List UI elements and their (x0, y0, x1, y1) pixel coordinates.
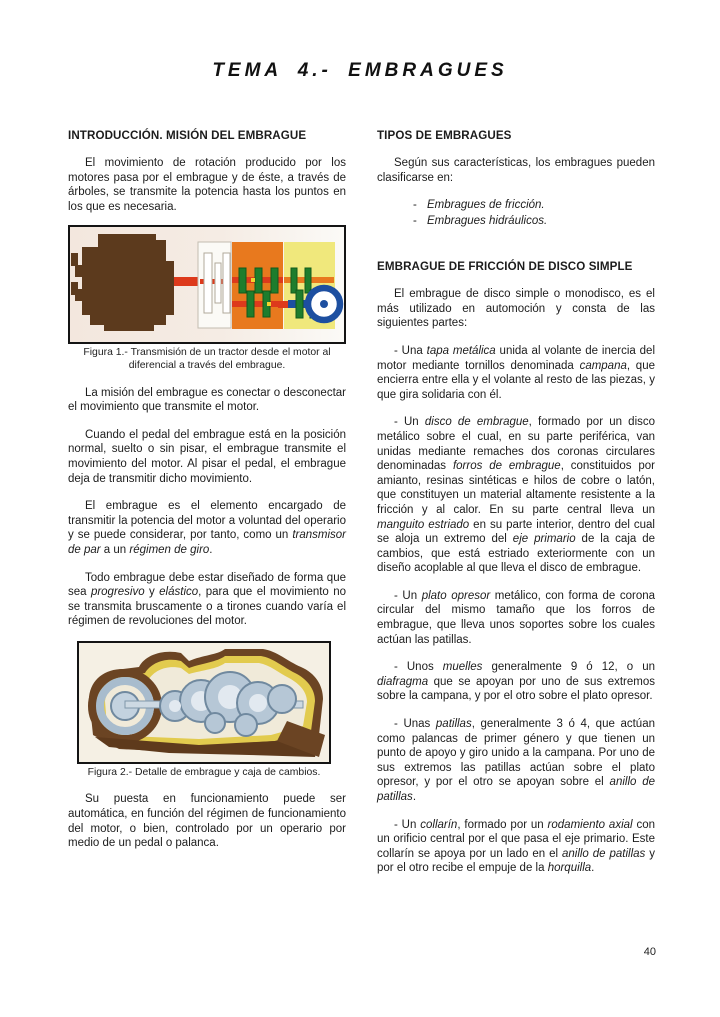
right-column (377, 128, 655, 876)
figure-2-illustration (79, 643, 329, 762)
page-title: TEMA 4.- EMBRAGUES (212, 60, 508, 81)
figure-1-caption: Figura 1.- Transmisión de un tractor desde el motor al diferencial a través del embrague. (83, 347, 331, 371)
paragraph: - Un disco de embrague, formado por un disco metálico sobre el cual, en su parte periférica, van unidas mediante remaches dos coronas circulares denominadas forros de embrague, constituidos por amianto, resinas sintéticas e hilos de cobre o latón, que constituyen un material altamente resistente a la fricción y al calor. En su parte central lleva un manguito estriado en su parte interior, dentro del cual se aloja un extremo del eje primario de la caja de cambios, que está estriado exteriormente con un diseño acoplable al que lleva el disco de embrague. (377, 416, 656, 575)
clutch-gearbox-cutaway (77, 641, 331, 764)
clutch-types-list (413, 198, 655, 229)
section-heading-disco-simple: EMBRAGUE DE FRICCIÓN DE DISCO SIMPLE (377, 260, 633, 274)
paragraph: Según sus características, los embragues pueden clasificarse en: (377, 157, 655, 184)
paragraph: - Un collarín, formado por un rodamiento axial con un orificio central por el que pasa el eje primario. Este collarín se apoya por un lado en el anillo de patillas y por el otro recibe el empuje de la horquilla. (377, 818, 655, 875)
paragraph: Su puesta en funcionamiento puede ser automática, en función del régimen de funcionamiento del motor, o bien, controlado por un operario por medio de un pedal o palanca. (68, 793, 346, 850)
paragraph: - Unas patillas, generalmente 3 ó 4, que actúan como palancas de primer género y que tienen un punto de apoyo y giro unido a la campana. Por uno de sus extremos las patillas actúan sobre el plato opresor, y por el otro se apoyan sobre el anillo de patillas. (377, 718, 655, 803)
list-item (413, 198, 655, 214)
paragraph: - Unos muelles generalmente 9 ó 12, o un diafragma que se apoyan por uno de sus extremos sobre la campana, y por el otro sobre el plato opresor. (377, 661, 655, 703)
paragraph: - Una tapa metálica unida al volante de inercia del motor mediante tornillos denominada campana, que encierra entre ella y el volante al resto de las piezas, y que gira solidaria con él. (377, 344, 655, 401)
paragraph: La misión del embrague es conectar o desconectar el movimiento que transmite el motor. (68, 386, 346, 414)
figure-1-illustration (70, 227, 344, 342)
figure-2 (77, 641, 331, 780)
section-heading-tipos: TIPOS DE EMBRAGUES (377, 129, 512, 142)
tractor-transmission-diagram (68, 225, 346, 344)
paragraph: El movimiento de rotación producido por los motores pasa por el embrague y de éste, a través de árboles, se transmite la potencia hasta los puntos en los que es necesaria. (68, 157, 346, 213)
section-heading-introduccion: INTRODUCCIÓN. MISIÓN DEL EMBRAGUE (68, 129, 307, 142)
list-dash: - (413, 214, 417, 227)
page-number: 40 (643, 946, 656, 958)
paragraph: El embrague es el elemento encargado de transmitir la potencia del motor a voluntad del operario y se puede considerar, por tanto, como un transmisor de par a un régimen de giro. (68, 500, 346, 556)
two-column-layout (68, 128, 655, 876)
paragraph: El embrague de disco simple o monodisco, es el más utilizado en automoción y consta de las siguientes partes: (377, 288, 655, 330)
figure-1 (68, 225, 346, 372)
figure-2-caption: Figura 2.- Detalle de embrague y caja de cambios. (87, 766, 321, 778)
left-column (68, 128, 346, 876)
list-dash: - (413, 199, 417, 212)
list-item-label: Embragues hidráulicos. (427, 214, 548, 227)
list-item (413, 214, 655, 230)
paragraph: Cuando el pedal del embrague está en la posición normal, suelto o sin pisar, el embrague transmite el movimiento del motor. Al pisar el pedal, el embrague deja de transmitir dicho movimiento. (68, 428, 346, 485)
list-item-label: Embragues de fricción. (427, 199, 545, 212)
paragraph: Todo embrague debe estar diseñado de forma que sea progresivo y elástico, para que el movimiento no se transmita bruscamente o a tirones cuando varía el régimen de revoluciones del motor. (68, 571, 346, 628)
paragraph: - Un plato opresor metálico, con forma de corona circular del mismo tamaño que los forros de embrague, que lleva unos soportes sobre los cuales actúan las patillas. (377, 589, 656, 646)
